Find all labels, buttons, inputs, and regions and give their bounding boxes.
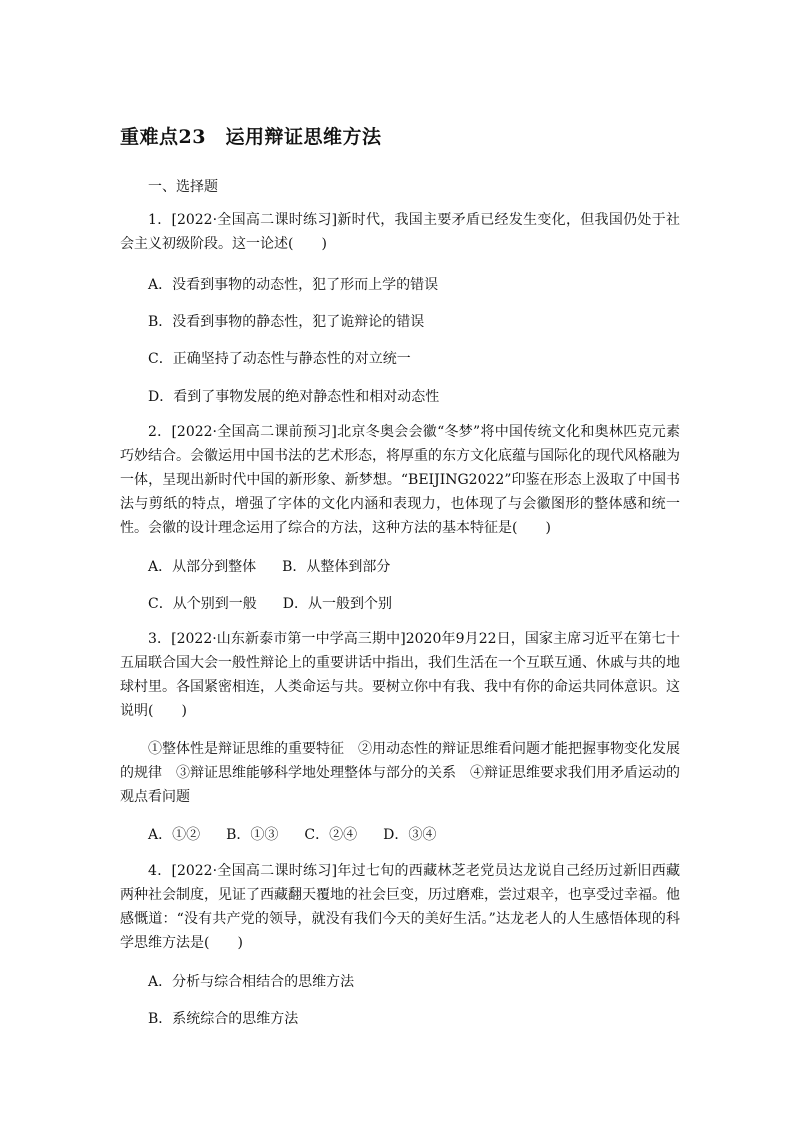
- question-1-option-b: B．没看到事物的静态性，犯了诡辩论的错误: [148, 314, 425, 330]
- question-1-option-c: C．正确坚持了动态性与静态性的对立统一: [148, 351, 411, 367]
- question-3-option-d: D．③④: [383, 827, 437, 843]
- question-3-statements: ①整体性是辩证思维的重要特征 ②用动态性的辩证思维看问题才能把握事物变化发展的规律 ③辩证思维能够科学地处理整体与部分的关系 ④辩证思维要求我们用矛盾运动的观点看问题: [120, 741, 680, 805]
- page-title: 重难点23 运用辩证思维方法: [120, 126, 382, 148]
- section-heading: 一、选择题: [148, 179, 218, 195]
- question-2-option-c: C．从个别到一般: [148, 596, 257, 612]
- question-4-option-a: A．分析与综合相结合的思维方法: [148, 974, 355, 990]
- question-2-options-ab: [148, 556, 390, 576]
- question-3-option-a: A．①②: [148, 827, 201, 843]
- question-4-stem: 4．[2022·全国高二课时练习]年过七旬的西藏林芝老党员达龙说自己经历过新旧西藏两种社会制度，见证了西藏翻天覆地的社会巨变，历过磨难，尝过艰辛，也享受过幸福。他感慨道：“没有共产党的领导，就没有我们今天的美好生活。”达龙老人的人生感悟体现的科学思维方法是( ): [120, 863, 680, 951]
- question-3-options: [148, 824, 436, 844]
- question-4-option-b: B．系统综合的思维方法: [148, 1011, 299, 1027]
- question-2-options-cd: [148, 593, 392, 613]
- question-1-option-d: D．看到了事物发展的绝对静态性和相对动态性: [148, 389, 440, 405]
- question-1-option-a: A．没看到事物的动态性，犯了形而上学的错误: [148, 277, 439, 293]
- question-2-option-b: B．从整体到部分: [282, 559, 391, 575]
- question-2-option-a: A．从部分到整体: [148, 559, 257, 575]
- question-2-stem: 2．[2022·全国高二课前预习]北京冬奥会会徽“冬梦”将中国传统文化和奥林匹克元素巧妙结合。会徽运用中国书法的艺术形态，将厚重的东方文化底蕴与国际化的现代风格融为一体，呈现出新时代中国的新形象、新梦想。“BEIJING2022”印鉴在形态上汲取了中国书法与剪纸的特点，增强了字体的文化内涵和表现力，也体现了与会徽图形的整体感和统一性。会徽的设计理念运用了综合的方法，这种方法的基本特征是( ): [120, 424, 680, 536]
- question-1-stem: 1．[2022·全国高二课时练习]新时代，我国主要矛盾已经发生变化，但我国仍处于社会主义初级阶段。这一论述( ): [120, 212, 680, 252]
- question-2-option-d: D．从一般到个别: [282, 596, 392, 612]
- question-3-stem: 3．[2022·山东新泰市第一中学高三期中]2020年9月22日，国家主席习近平在第七十五届联合国大会一般性辩论上的重要讲话中指出，我们生活在一个互联互通、休戚与共的地球村里。各国紧密相连，人类命运与共。要树立你中有我、我中有你的命运共同体意识。这说明( ): [120, 631, 680, 719]
- question-3-option-c: C．②④: [304, 827, 358, 843]
- question-3-option-b: B．①③: [226, 827, 279, 843]
